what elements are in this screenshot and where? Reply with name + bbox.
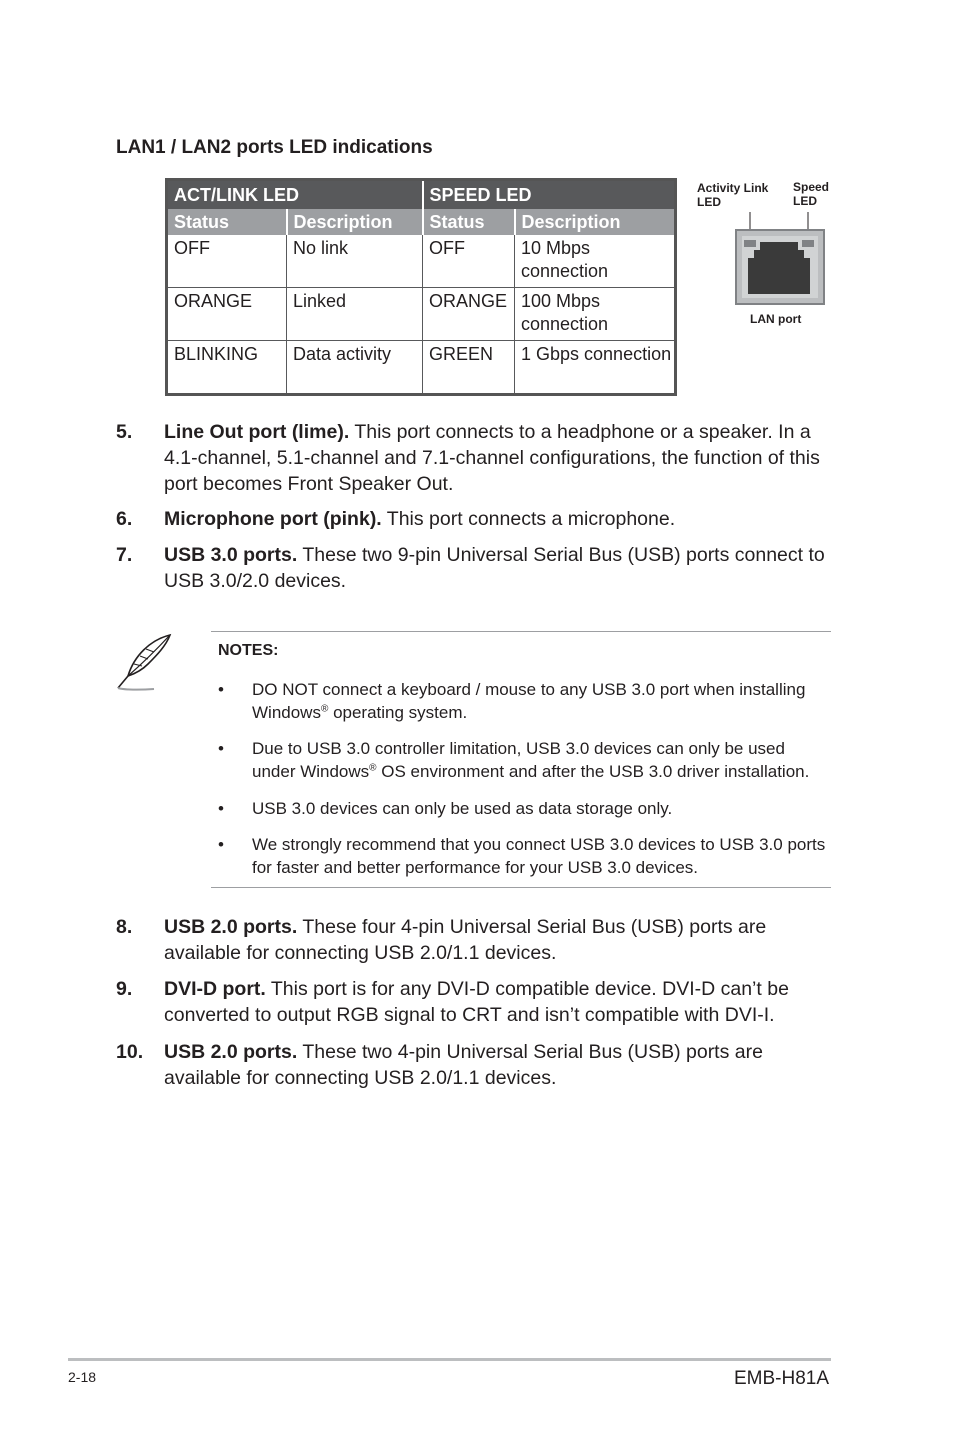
item-text: This port connects a microphone.: [381, 508, 676, 530]
note-text: We strongly recommend that you connect USB 3.0 devices to USB 3.0 ports for faster and better performance for your USB 3.0 devices.: [252, 835, 826, 877]
column-header: Status: [423, 209, 515, 235]
activity-link-led-label-line1: Activity Link: [697, 181, 769, 195]
note-text: Due to USB 3.0 controller limitation, USB 3.0 devices can only be used under Windows: [252, 739, 785, 781]
speed-led-label-line2: LED: [793, 194, 817, 208]
column-header: Status: [167, 209, 287, 235]
bullet: •: [218, 680, 224, 699]
table-cell: OFF: [423, 235, 515, 288]
notes-top-rule: [211, 631, 831, 632]
item-lead: USB 3.0 ports.: [164, 544, 298, 566]
item-number: 7.: [116, 544, 133, 566]
note-text: USB 3.0 devices can only be used as data storage only.: [252, 799, 673, 818]
item-text: These two 4-pin Universal Serial Bus (USB) ports are available for connecting USB 2.0/1.1 devices.: [164, 1041, 763, 1089]
model-name: EMB-H81A: [734, 1368, 830, 1389]
note-item: [218, 833, 828, 879]
note-text: operating system.: [328, 703, 468, 722]
table-sub-header-row: [167, 209, 676, 235]
activity-link-led-label-line2: LED: [697, 195, 721, 209]
table-cell: 10 Mbps connection: [515, 235, 676, 288]
section-title: LAN1 / LAN2 ports LED indications: [116, 137, 433, 158]
item-number: 10.: [116, 1041, 144, 1063]
table-cell: Data activity: [287, 341, 423, 395]
item-text: These four 4-pin Universal Serial Bus (USB) ports are available for connecting USB 2.0/1.1 devices.: [164, 916, 767, 964]
led-indication-table: [165, 178, 677, 396]
list-item-9: [116, 976, 836, 1028]
table-cell: ORANGE: [167, 288, 287, 341]
act-link-led-header: ACT/LINK LED: [167, 180, 423, 210]
note-text: DO NOT connect a keyboard / mouse to any USB 3.0 port when installing Windows: [252, 680, 806, 722]
list-item-8: [116, 914, 836, 966]
item-lead: Microphone port (pink).: [164, 508, 382, 530]
registered-mark: ®: [320, 703, 329, 715]
table-cell: ORANGE: [423, 288, 515, 341]
notes-title: NOTES:: [218, 642, 279, 659]
table-row: [167, 341, 676, 395]
table-cell: BLINKING: [167, 341, 287, 395]
notes-bottom-rule: [211, 887, 831, 888]
table-row: [167, 235, 676, 288]
bullet: •: [218, 835, 224, 854]
item-lead: DVI-D port.: [164, 978, 266, 1000]
table-row: [167, 288, 676, 341]
note-item: [218, 797, 828, 820]
list-item-7: [116, 542, 836, 594]
item-number: 9.: [116, 978, 133, 1000]
item-number: 8.: [116, 916, 133, 938]
activity-link-led-label: [697, 181, 768, 209]
lan-port-label: LAN port: [750, 312, 802, 326]
table-cell: 100 Mbps connection: [515, 288, 676, 341]
bullet: •: [218, 739, 224, 758]
table-cell: 1 Gbps connection: [521, 344, 672, 364]
footer-rule: [68, 1358, 831, 1361]
table-cell: GREEN: [423, 341, 515, 395]
feather-pen-icon: [114, 632, 174, 692]
speed-led-label-line1: Speed: [793, 180, 830, 194]
item-lead: USB 2.0 ports.: [164, 1041, 298, 1063]
list-item-6: [116, 506, 836, 532]
bullet: •: [218, 799, 224, 818]
table-cell: OFF: [167, 235, 287, 288]
item-text: This port is for any DVI-D compatible device. DVI-D can’t be converted to output RGB signal to CRT and isn’t compatible with DVI-I.: [164, 978, 789, 1026]
note-item: [218, 678, 828, 724]
column-header: Description: [515, 209, 676, 235]
table-group-header-row: [167, 180, 676, 210]
speed-led-header: SPEED LED: [423, 180, 676, 210]
speed-led-label: [793, 180, 829, 208]
item-text: This port connects to a headphone or a speaker. In a 4.1-channel, 5.1-channel and 7.1-channel configurations, the function of this port becomes Front Speaker Out.: [164, 421, 820, 495]
table-cell: No link: [287, 235, 423, 288]
item-lead: USB 2.0 ports.: [164, 916, 298, 938]
column-header: Description: [287, 209, 423, 235]
table-cell: Linked: [287, 288, 423, 341]
page-number: 2-18: [68, 1369, 97, 1385]
list-item-10: [116, 1039, 836, 1091]
item-lead: Line Out port (lime).: [164, 421, 350, 443]
lan-port-icon: [732, 212, 828, 308]
note-item: [218, 737, 828, 783]
item-number: 5.: [116, 421, 133, 443]
registered-mark: ®: [369, 762, 377, 774]
item-text: These two 9-pin Universal Serial Bus (USB) ports connect to USB 3.0/2.0 devices.: [164, 544, 825, 592]
list-item-5: [116, 419, 836, 497]
item-number: 6.: [116, 508, 133, 530]
note-text: OS environment and after the USB 3.0 driver installation.: [376, 762, 810, 781]
